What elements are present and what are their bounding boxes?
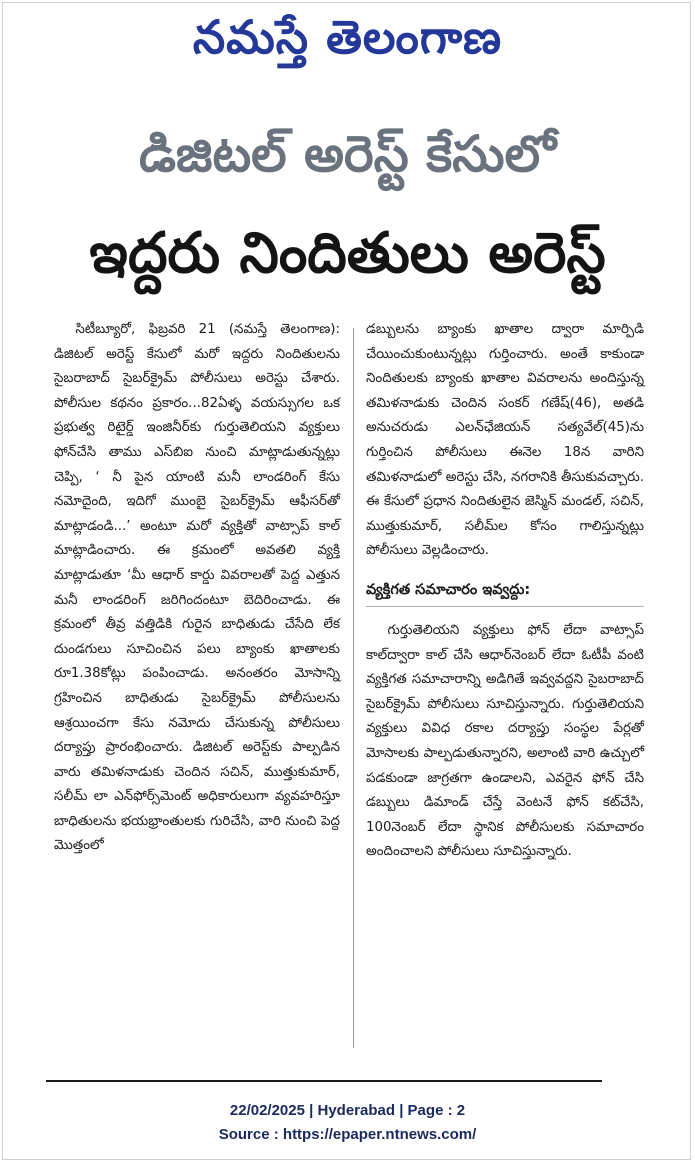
headline-line-1: డిజిటల్ అరెస్ట్ కేసులో bbox=[138, 125, 557, 183]
article-paragraph-3: గుర్తుతెలియని వ్యక్తులు ఫోన్ లేదా వాట్సాప్ కాల్‌ద్వారా కాల్ చేసి ఆధార్‌నెంబర్ లేదా ఓటీపీ వంటి వ్యక్తిగత సమాచారాన్ని అడిగితే ఇవ్వవద్దని సైబరాబాద్ సైబర్‌క్రైమ్ పోలీసులు సూచిస్తున్నారు. గుర్తుతెలియని వ్యక్తులు వివిధ రకాల దర్యాప్తు సంస్థల పేర్లతో మోసాలకు పాల్పడుతున్నారని, అలాంటి వారి ఉచ్చులో పడకుండా జాగ్రతగా ఉండాలని, ఎవరైన ఫోన్ చేసి డబ్బులు డిమాండ్ చేస్తే వెంటనే ఫోన్ కట్‌చేసి, 100నెంబర్ లేదా స్థానిక పోలీసులకు సమాచారం అందించాలని పోలీసులు సూచిస్తున్నారు. bbox=[366, 622, 644, 860]
article-column-left bbox=[54, 318, 340, 859]
article-paragraph-2: డబ్బులను బ్యాంకు ఖాతాల ద్వారా మార్పిడి చేయించుకుంటున్నట్లు గుర్తించారు. అంతే కాకుండా నిందితులకు బ్యాంకు ఖాతాల వివరాలను అందిస్తున్న తమిళనాడుకు చెందిన సంకర్ గణేష్(46), అతడి అనుచరుడు ఎలన్‌ఛేజియన్ సత్యవేల్(45)ను గుర్తించిన పోలీసులు ఈనెల 18న వారిని తమిళనాడులో అరెస్టు చేసి, నగరానికి తీసుకువచ్చారు. ఈ కేసులో ప్రధాన నిందితులైన జెస్మిన్ మండల్, సచిన్, ముత్తుకుమార్, సలీమ్‌ల కోసం గాలిస్తున్నట్లు పోలీసులు వెల్లడించారు. bbox=[366, 322, 644, 559]
newspaper-masthead: నమస్తే తెలంగాణ bbox=[192, 10, 503, 64]
footer-date-edition: 22/02/2025 | Hyderabad | Page : 2 bbox=[229, 1102, 466, 1119]
article-column-right bbox=[366, 318, 644, 865]
footer-source: Source : https://epaper.ntnews.com/ bbox=[218, 1126, 477, 1143]
column-divider bbox=[353, 328, 354, 1048]
article-paragraph-1: సిటీబ్యూరో, ఫిబ్రవరి 21 (నమస్తే తెలంగాణ): డిజిటల్ అరెస్ట్ కేసులో మరో ఇద్దరు నిందితులను సైబరాబాద్ సైబర్‌క్రైమ్ పోలీసులు అరెస్టు చేశారు. పోలీసుల కథనం ప్రకారం...82ఏళ్ళ వయస్సుగల ఒక ప్రభుత్వ రిటైర్డ్ ఇంజినీర్‌కు గుర్తుతెలియని వ్యక్తులు ఫోన్‌చేసి తాము ఎస్‌బిఐ నుంచి మాట్లాడుతున్నట్లు చెప్పి, ‘ నీ పైన యాంటి మనీ లాండరింగ్ కేసు నమోదైంది, ఇదిగో ముంబై సైబర్‌క్రైమ్ ఆఫీసర్‌తో మాట్లాడండి...’ అంటూ మరో వ్యక్తితో వాట్సాప్ కాల్ మాట్లాడించారు. ఈ క్రమంలో అవతలి వ్యక్తి మాట్లాడుతూ ‘మీ ఆధార్ కార్డు వివరాలతో పెద్ద ఎత్తున మనీ లాండరింగ్ జరిగిందంటూ బెదిరించాడు. ఈ క్రమంలో తీవ్ర వత్తిడికి గురైన బాధితుడు చేసేది లేక దుండగులు సూచించిన పలు బ్యాంకు ఖాతాలకు రూ1.38కోట్లు పంపించాడు. అనంతరం మోసాన్ని గ్రహించిన బాధితుడు సైబర్‌క్రైమ్ పోలీసులను ఆశ్రయించగా కేసు నమోదు చేసుకున్న పోలీసులు దర్యాప్తు ప్రారంభించారు. డిజిటల్ అరెస్ట్‌కు పాల్పడిన వారు తమిళనాడుకు చెందిన సచిన్, ముత్తుకుమార్, సలీమ్ లా ఎన్‌ఫోర్స్‌మెంట్ అధికారులుగా వ్యవహరిస్తూ బాధితులను భయభ్రాంతులకు గురిచేసి, వారి నుంచి పెద్ద మొత్తంలో bbox=[54, 322, 340, 854]
article-subheading: వ్యక్తిగత సమాచారం ఇవ్వద్దు: bbox=[366, 578, 644, 607]
headline-line-2: ఇద్దరు నిందితులు అరెస్ట్ bbox=[89, 221, 606, 286]
footer-rule bbox=[46, 1080, 602, 1082]
